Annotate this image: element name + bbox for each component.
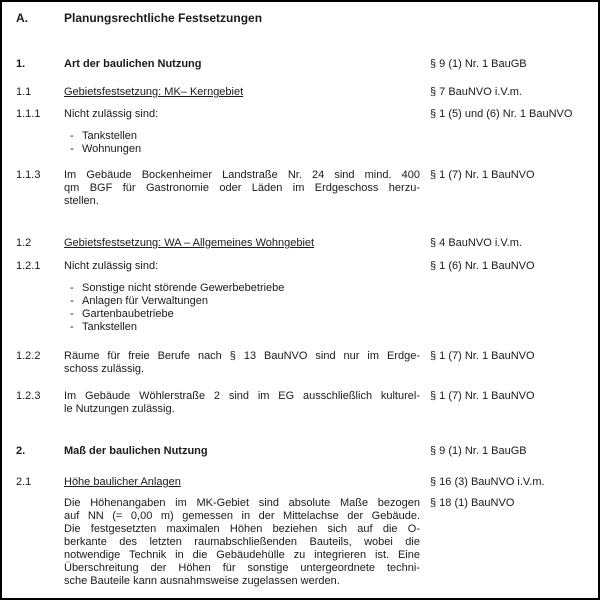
bullet-list: - Sonstige nicht störende Gewerbebetriebe - Anlagen für Verwaltungen - Gartenbaubetriebe - Tankstellen <box>64 282 430 334</box>
clause-1-2 <box>16 237 592 250</box>
legal-reference: § 1 (6) Nr. 1 BauNVO <box>430 260 535 272</box>
bullet-list-wa <box>16 282 592 334</box>
clause-1-1-3 <box>16 169 592 208</box>
legal-reference: § 1 (7) Nr. 1 BauNVO <box>430 350 535 362</box>
clause-number: 1.2.3 <box>16 390 41 402</box>
clause-1-1-1 <box>16 108 592 121</box>
clause-2 <box>16 445 592 458</box>
clause-text: Räume für freie Berufe nach § 13 BauNVO sind nur im Erdge- schoss zulässig. <box>64 350 420 375</box>
legal-reference: § 4 BauNVO i.V.m. <box>430 237 522 249</box>
clause-1 <box>16 58 592 71</box>
legal-reference: § 7 BauNVO i.V.m. <box>430 86 522 98</box>
clause-1-2-3 <box>16 390 592 416</box>
clause-heading: Gebietsfestsetzung: MK– Kerngebiet <box>64 86 244 98</box>
legal-reference: § 9 (1) Nr. 1 BauGB <box>430 445 527 457</box>
clause-number: 1. <box>16 58 26 70</box>
clause-number: 1.1.1 <box>16 108 41 120</box>
clause-number: 1.1 <box>16 86 32 98</box>
clause-number: 1.1.3 <box>16 169 41 181</box>
clause-text: Im Gebäude Bockenheimer Landstraße Nr. 24 sind mind. 400 qm BGF für Gastronomie oder Läden im Erdgeschoss herzu- stellen. <box>64 169 420 207</box>
clause-number: 2.1 <box>16 476 32 488</box>
clause-heading: Nicht zulässig sind: <box>64 260 159 272</box>
clause-heading: Gebietsfestsetzung: WA – Allgemeines Wohngebiet <box>64 237 315 249</box>
clause-number: 1.2.2 <box>16 350 41 362</box>
clause-text: Die Höhenangaben im MK-Gebiet sind absolute Maße bezogen auf NN (= 0,00 m) gemessen in der Mittelachse der Gebäude. Die festgesetzten maximalen Höhen beziehen sich auf die O- berkante des letzten raumabschließenden Bauteils, wobei die notwendige Technik in die Gebäudehülle zu integrieren ist. Eine Überschreitung der Höhen für sonstige untergeordnete techni- sche Bauteile kann ausnahmsweise zugelassen werden. <box>64 497 420 587</box>
clause-heading: Art der baulichen Nutzung <box>64 58 202 70</box>
section-title: Planungsrechtliche Festsetzungen <box>64 11 263 25</box>
legal-reference: § 9 (1) Nr. 1 BauGB <box>430 58 527 70</box>
bullet-list: - Tankstellen - Wohnungen <box>64 130 430 156</box>
legal-reference: § 18 (1) BauNVO <box>430 497 515 509</box>
clause-heading: Maß der baulichen Nutzung <box>64 445 208 457</box>
section-a-heading <box>16 10 592 26</box>
clause-2-1 <box>16 476 592 489</box>
clause-1-1 <box>16 86 592 99</box>
clause-text: Im Gebäude Wöhlerstraße 2 sind im EG ausschließlich kulturel- le Nutzungen zulässig. <box>64 390 420 415</box>
clause-heading: Höhe baulicher Anlagen <box>64 476 181 488</box>
bullet-list-mk <box>16 130 592 156</box>
clause-1-2-2 <box>16 350 592 376</box>
clause-number: 1.2.1 <box>16 260 41 272</box>
clause-heading: Nicht zulässig sind: <box>64 108 159 120</box>
legal-reference: § 1 (7) Nr. 1 BauNVO <box>430 390 535 402</box>
clause-1-2-1 <box>16 260 592 273</box>
clause-2-1-body <box>16 497 592 588</box>
clause-number: 2. <box>16 445 26 457</box>
section-letter: A. <box>16 11 28 25</box>
legal-reference: § 1 (5) und (6) Nr. 1 BauNVO <box>430 108 573 120</box>
legal-reference: § 1 (7) Nr. 1 BauNVO <box>430 169 535 181</box>
legal-reference: § 16 (3) BauNVO i.V.m. <box>430 476 545 488</box>
clause-number: 1.2 <box>16 237 32 249</box>
